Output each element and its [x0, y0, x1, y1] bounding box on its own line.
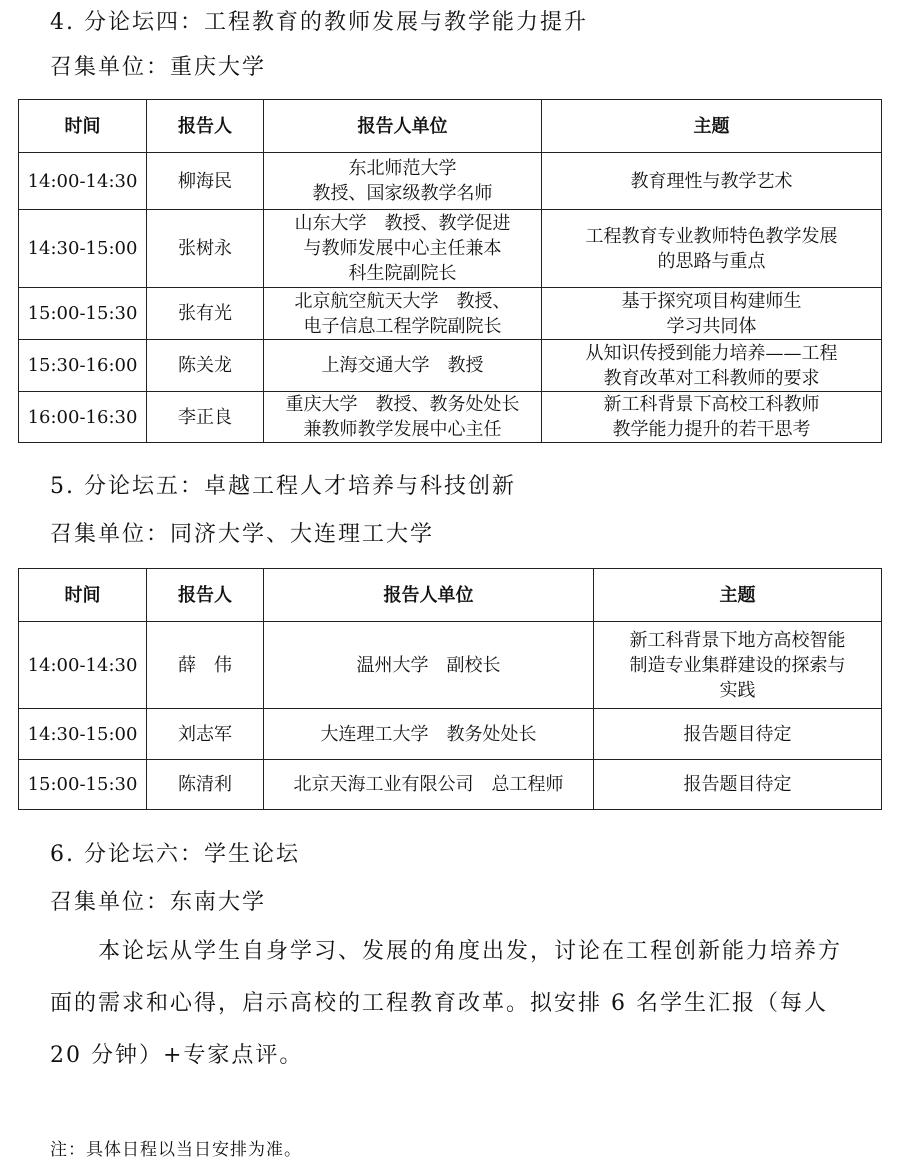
header-speaker: 报告人 — [147, 569, 264, 622]
table-row — [19, 709, 882, 760]
cell-time: 14:00-14:30 — [19, 622, 147, 709]
cell-unit: 北京天海工业有限公司 总工程师 — [264, 760, 594, 810]
forum5-title: 5. 分论坛五：卓越工程人才培养与科技创新 — [50, 474, 516, 499]
cell-speaker: 刘志军 — [147, 709, 264, 760]
table-row — [19, 392, 882, 443]
cell-unit: 山东大学 教授、教学促进 与教师发展中心主任兼本 科生院副院长 — [264, 210, 542, 288]
table-header-row — [19, 100, 882, 153]
header-topic: 主题 — [542, 100, 882, 153]
cell-speaker: 张树永 — [147, 210, 264, 288]
cell-time: 14:30-15:00 — [19, 709, 147, 760]
table-header-row — [19, 569, 882, 622]
cell-unit: 大连理工大学 教务处处长 — [264, 709, 594, 760]
cell-topic: 工程教育专业教师特色教学发展 的思路与重点 — [542, 210, 882, 288]
table-row — [19, 153, 882, 210]
cell-unit: 上海交通大学 教授 — [264, 340, 542, 392]
cell-time: 15:00-15:30 — [19, 288, 147, 340]
cell-speaker: 柳海民 — [147, 153, 264, 210]
forum6-description: 本论坛从学生自身学习、发展的角度出发，讨论在工程创新能力培养方面的需求和心得，启示高校的工程教育改革。拟安排 6 名学生汇报（每人 20 分钟）+专家点评。 — [50, 939, 843, 1068]
forum5-table — [18, 568, 882, 810]
cell-unit: 温州大学 副校长 — [264, 622, 594, 709]
header-speaker: 报告人 — [147, 100, 264, 153]
forum4-title: 4. 分论坛四：工程教育的教师发展与教学能力提升 — [50, 10, 588, 35]
cell-topic: 教育理性与教学艺术 — [542, 153, 882, 210]
forum4-table — [18, 99, 882, 443]
cell-time: 15:30-16:00 — [19, 340, 147, 392]
header-topic: 主题 — [594, 569, 882, 622]
header-time: 时间 — [19, 569, 147, 622]
cell-unit: 东北师范大学 教授、国家级教学名师 — [264, 153, 542, 210]
cell-topic: 报告题目待定 — [594, 760, 882, 810]
cell-unit: 重庆大学 教授、教务处处长 兼教师教学发展中心主任 — [264, 392, 542, 443]
header-unit: 报告人单位 — [264, 569, 594, 622]
cell-topic: 从知识传授到能力培养——工程 教育改革对工科教师的要求 — [542, 340, 882, 392]
cell-topic: 新工科背景下地方高校智能 制造专业集群建设的探索与 实践 — [594, 622, 882, 709]
table-row — [19, 210, 882, 288]
header-unit: 报告人单位 — [264, 100, 542, 153]
cell-time: 14:00-14:30 — [19, 153, 147, 210]
forum5-convener: 召集单位：同济大学、大连理工大学 — [50, 522, 435, 547]
cell-speaker: 薛 伟 — [147, 622, 264, 709]
table-row — [19, 340, 882, 392]
cell-speaker: 张有光 — [147, 288, 264, 340]
cell-topic: 报告题目待定 — [594, 709, 882, 760]
table-row — [19, 288, 882, 340]
forum6-title: 6. 分论坛六：学生论坛 — [50, 842, 300, 867]
cell-unit: 北京航空航天大学 教授、 电子信息工程学院副院长 — [264, 288, 542, 340]
cell-speaker: 李正良 — [147, 392, 264, 443]
cell-topic: 基于探究项目构建师生 学习共同体 — [542, 288, 882, 340]
cell-time: 16:00-16:30 — [19, 392, 147, 443]
table-row — [19, 622, 882, 709]
table-row — [19, 760, 882, 810]
cell-topic: 新工科背景下高校工科教师 教学能力提升的若干思考 — [542, 392, 882, 443]
footnote: 注：具体日程以当日安排为准。 — [50, 1140, 302, 1160]
forum6-convener: 召集单位：东南大学 — [50, 890, 267, 915]
cell-time: 14:30-15:00 — [19, 210, 147, 288]
cell-speaker: 陈清利 — [147, 760, 264, 810]
header-time: 时间 — [19, 100, 147, 153]
cell-speaker: 陈关龙 — [147, 340, 264, 392]
cell-time: 15:00-15:30 — [19, 760, 147, 810]
forum4-convener: 召集单位：重庆大学 — [50, 55, 267, 80]
